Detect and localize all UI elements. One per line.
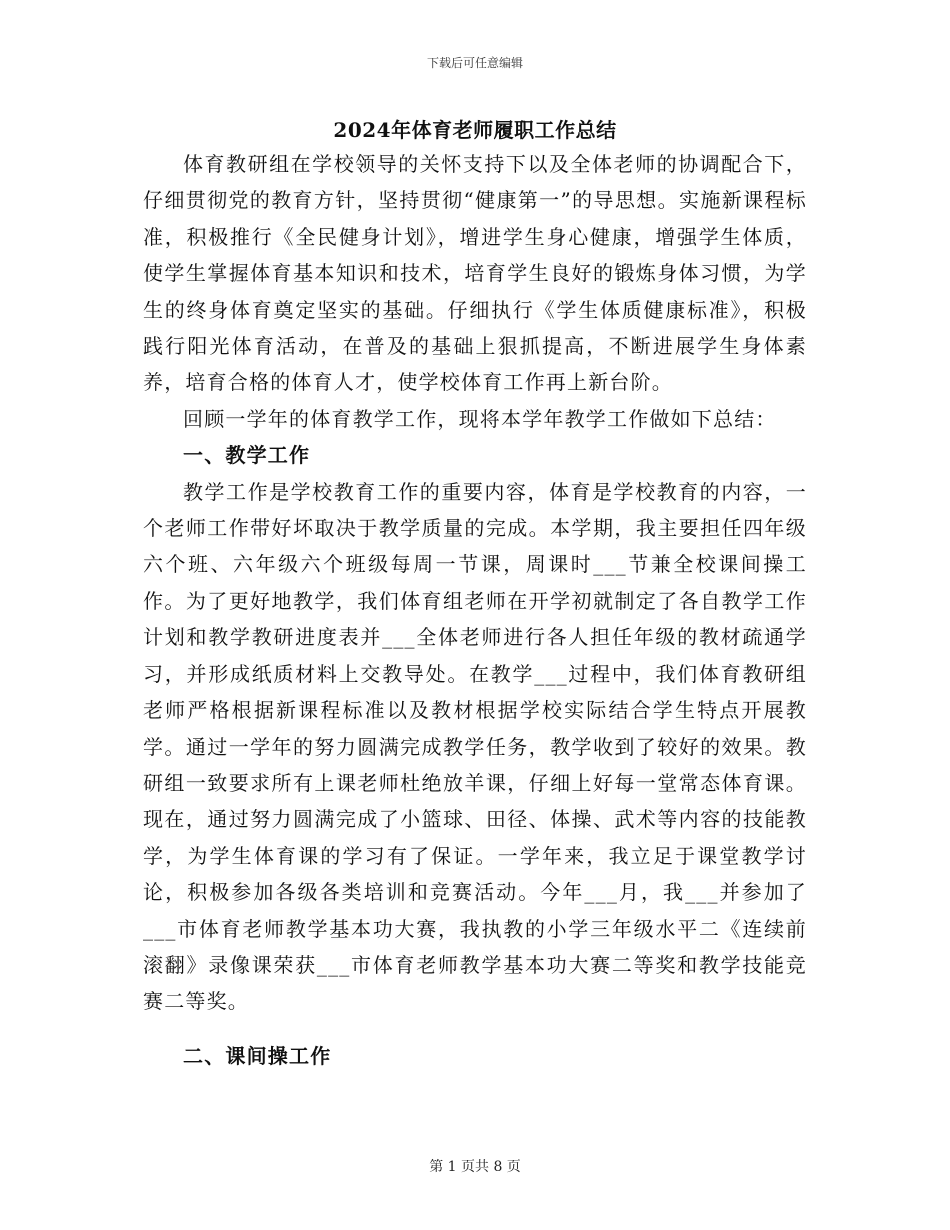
document-body [143, 146, 807, 1074]
section-heading-exercise: 二、课间操工作 [183, 1043, 332, 1068]
review-paragraph: 回顾一学年的体育教学工作，现将本学年教学工作做如下总结： [183, 406, 777, 431]
document-title: 2024年体育老师履职工作总结 [333, 118, 617, 142]
teaching-paragraph: 教学工作是学校教育工作的重要内容，体育是学校教育的内容，一个老师工作带好坏取决于教学质量的完成。本学期，我主要担任四年级六个班、六年级六个班级每周一节课，周课时___节兼全校课间操工作。为了更好地教学，我们体育组老师在开学初就制定了各自教学工作计划和教学教研进度表并___全体老师进行各人担任年级的教材疏通学习，并形成纸质材料上交教导处。在教学___过程中，我们体育教研组老师严格根据新课程标准以及教材根据学校实际结合学生特点开展教学。通过一学年的努力圆满完成教学任务，教学收到了较好的效果。教研组一致要求所有上课老师杜绝放羊课，仔细上好每一堂常态体育课。现在，通过努力圆满完成了小篮球、田径、体操、武术等内容的技能教学，为学生体育课的学习有了保证。一学年来，我立足于课堂教学讨论，积极参加各级各类培训和竞赛活动。今年___月，我___并参加了___市体育老师教学基本功大赛，我执教的小学三年级水平二《连续前滚翻》录像课荣获___市体育老师教学基本功大赛二等奖和教学技能竞赛二等奖。 [143, 479, 807, 1014]
page-number: 第 1 页共 8 页 [429, 1159, 521, 1175]
page-header: 下载后可任意编辑 [426, 56, 523, 70]
intro-paragraph: 体育教研组在学校领导的关怀支持下以及全体老师的协调配合下，仔细贯彻党的教育方针，坚持贯彻“健康第一”的导思想。实施新课程标准，积极推行《全民健身计划》，增进学生身心健康，增强学生体质，使学生掌握体育基本知识和技术，培育学生良好的锻炼身体习惯，为学生的终身体育奠定坚实的基础。仔细执行《学生体质健康标准》，积极践行阳光体育活动，在普及的基础上狠抓提高，不断进展学生身体素养，培育合格的体育人才，使学校体育工作再上新台阶。 [143, 152, 807, 395]
section-heading-teaching: 一、教学工作 [183, 443, 311, 468]
